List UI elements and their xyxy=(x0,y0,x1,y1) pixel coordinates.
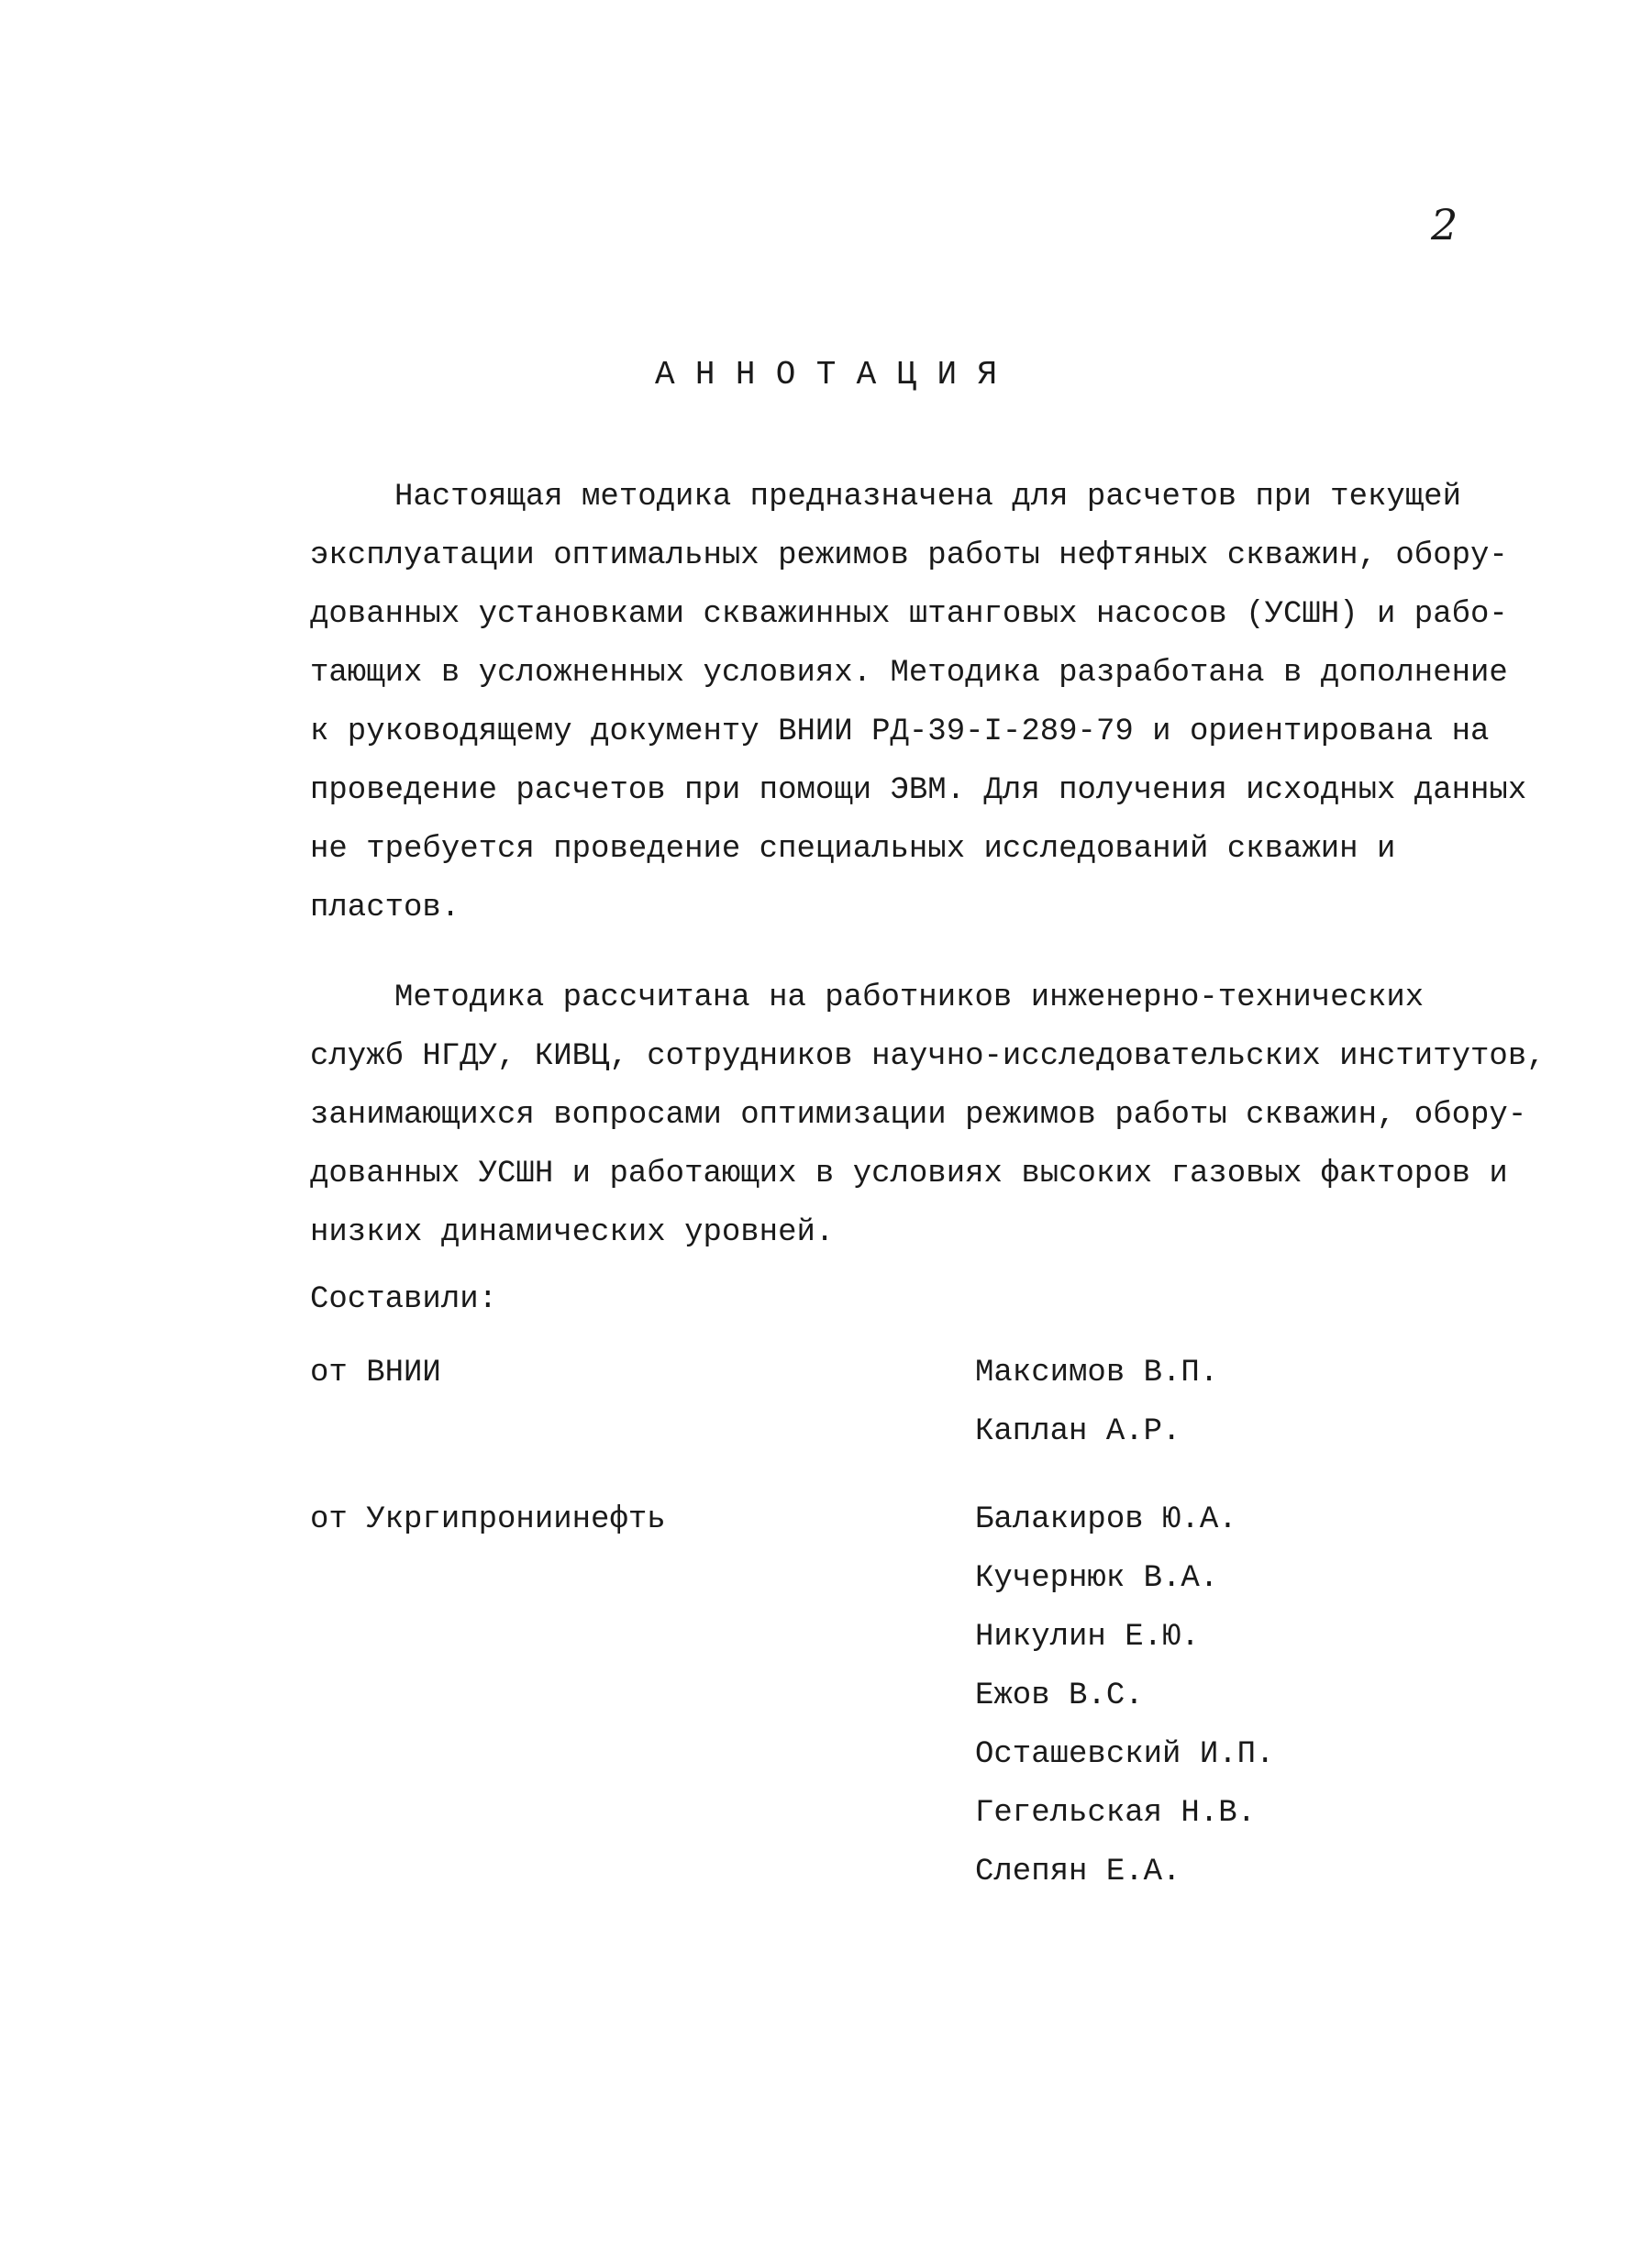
author-group-ukrgiproniineft xyxy=(310,1490,1502,1901)
text-line: пластов. xyxy=(310,891,460,925)
author-name: Максимов В.П. xyxy=(975,1356,1219,1390)
text-line: занимающихся вопросами оптимизации режимов работы скважин, обору- xyxy=(310,1098,1527,1133)
text-line: служб НГДУ, КИВЦ, сотрудников научно-исследовательских институтов, xyxy=(310,1039,1546,1074)
text-line: не требуется проведение специальных исследований скважин и xyxy=(310,832,1396,867)
author-list xyxy=(975,1344,1218,1461)
text-line: низких динамических уровней. xyxy=(310,1215,835,1250)
author-name: Каплан А.Р. xyxy=(975,1414,1181,1449)
author-name: Слепян Е.А. xyxy=(975,1855,1181,1889)
organization-name: от ВНИИ xyxy=(310,1356,441,1390)
text-line: тающих в усложненных условиях. Методика разработана в дополнение xyxy=(310,656,1508,691)
text-line: дованных установками скважинных штанговых насосов (УСШН) и рабо- xyxy=(310,597,1508,632)
author-name: Балакиров Ю.А. xyxy=(975,1502,1237,1537)
authors-section xyxy=(310,1270,1502,1901)
text-line: Настоящая методика предназначена для расчетов при текущей xyxy=(394,480,1461,515)
text-line: Методика рассчитана на работников инженерно-технических xyxy=(394,980,1425,1015)
text-line: эксплуатации оптимальных режимов работы нефтяных скважин, обору- xyxy=(310,538,1508,573)
page-number: 2 xyxy=(1431,200,1458,249)
author-name: Никулин Е.Ю. xyxy=(975,1620,1200,1655)
text-line: дованных УСШН и работающих в условиях высоких газовых факторов и xyxy=(310,1157,1508,1191)
author-group-vnii xyxy=(310,1344,1502,1461)
author-name: Гегельская Н.В. xyxy=(975,1796,1257,1831)
author-name: Ежов В.С. xyxy=(975,1678,1144,1713)
author-name: Осташевский И.П. xyxy=(975,1737,1275,1772)
paragraph-purpose xyxy=(310,468,1527,937)
compiled-by-label: Составили: xyxy=(310,1282,498,1317)
author-name: Кучернюк В.А. xyxy=(975,1561,1219,1596)
author-list xyxy=(975,1490,1274,1901)
paragraph-audience xyxy=(310,969,1546,1262)
page-title: АННОТАЦИЯ xyxy=(655,356,1018,393)
text-line: к руководящему документу ВНИИ РД-39-I-289-79 и ориентирована на xyxy=(310,715,1490,749)
annotation-body xyxy=(310,468,1546,1262)
text-line: проведение расчетов при помощи ЭВМ. Для получения исходных данных xyxy=(310,773,1527,808)
organization-name: от Укргипрониинефть xyxy=(310,1502,666,1537)
